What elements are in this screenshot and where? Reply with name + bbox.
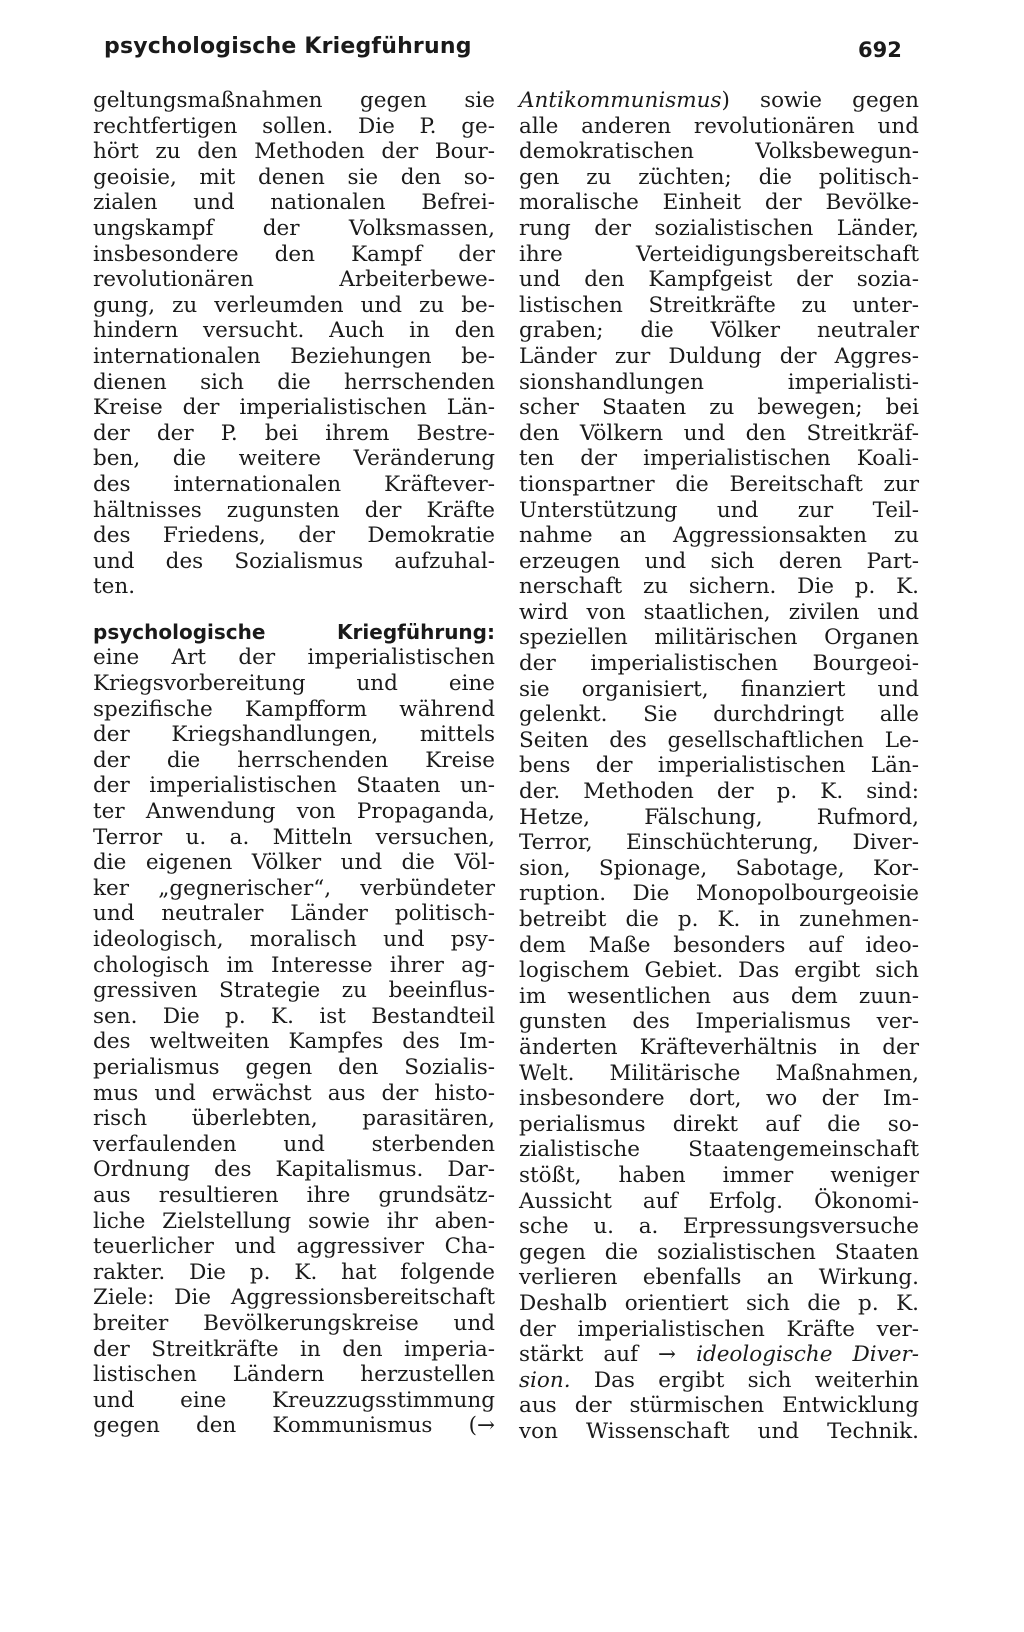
text-line: eine Art der imperialistischen	[93, 645, 495, 671]
running-head: psychologische Kriegführung	[104, 34, 472, 59]
text-line: Welt. Militärische Maßnahmen,	[519, 1060, 919, 1086]
text-line: der imperialistischen Staaten un-	[93, 773, 495, 799]
text-line	[519, 1368, 919, 1394]
text-line: dienen sich die herrschenden	[93, 369, 495, 395]
text-line: gung, zu verleumden und zu be-	[93, 292, 495, 318]
text-line: Hetze, Fälschung, Rufmord,	[519, 804, 919, 830]
text-line: Ordnung des Kapitalismus. Dar-	[93, 1157, 495, 1183]
text-line: spezifische Kampfform während	[93, 696, 495, 722]
text-line: revolutionären Arbeiterbewe-	[93, 267, 495, 293]
text-line	[519, 88, 919, 114]
text-line: ter Anwendung von Propaganda,	[93, 799, 495, 825]
text-line	[519, 1342, 919, 1368]
text-line: perialismus gegen den Sozialis-	[93, 1054, 495, 1080]
text-line: und des Sozialismus aufzuhal-	[93, 548, 495, 574]
text-line: wird von staatlichen, zivilen und	[519, 599, 919, 625]
text-line: ihre Verteidigungsbereitschaft	[519, 241, 919, 267]
text-line: ten.	[93, 574, 136, 600]
text-line: breiter Bevölkerungskreise und	[93, 1310, 495, 1336]
text-fragment: stärkt auf →	[519, 1342, 697, 1368]
text-line: teuerlicher und aggressiver Cha-	[93, 1234, 495, 1260]
text-line: hindern versucht. Auch in den	[93, 318, 495, 344]
text-line: der imperialistischen Kräfte ver-	[519, 1316, 919, 1342]
text-line: gen zu züchten; die politisch-	[519, 164, 919, 190]
text-line: geltungsmaßnahmen gegen sie	[93, 88, 495, 113]
text-line: der Kriegshandlungen, mittels	[93, 722, 495, 748]
text-line: betreibt die p. K. in zunehmen-	[519, 907, 919, 932]
text-line: zialistische Staatengemeinschaft	[519, 1137, 919, 1163]
text-line: Deshalb orientiert sich die p. K.	[519, 1290, 919, 1316]
text-line: internationalen Beziehungen be-	[93, 343, 495, 369]
text-line: perialismus direkt auf die so-	[519, 1111, 919, 1137]
text-line: dem Maße besonders auf ideo-	[519, 932, 919, 958]
text-line: zialen und nationalen Befrei-	[93, 190, 495, 216]
text-line: ker „gegnerischer“, verbündeter	[93, 875, 495, 901]
text-line: der imperialistischen Bourgeoi-	[519, 651, 919, 677]
text-line: chologisch im Interesse ihrer ag-	[93, 952, 495, 978]
text-fragment: Das ergibt sich weiterhin	[570, 1367, 919, 1393]
text-line: der die herrschenden Kreise	[93, 747, 495, 773]
paragraph-gap	[93, 600, 495, 620]
text-line: von Wissenschaft und Technik.	[519, 1418, 919, 1444]
cross-reference: Antikommunismus	[519, 88, 722, 113]
text-line: rung der sozialistischen Länder,	[519, 215, 919, 241]
text-line: erzeugen und sich deren Part-	[519, 548, 919, 574]
text-line: Terror, Einschüchterung, Diver-	[519, 830, 919, 856]
text-line: änderten Kräfteverhältnis in der	[519, 1034, 919, 1060]
text-line: und eine Kreuzzugsstimmung	[93, 1387, 495, 1413]
text-line: gunsten des Imperialismus ver-	[519, 1009, 919, 1035]
text-line: hältnisses zugunsten der Kräfte	[93, 497, 495, 523]
text-line: speziellen militärischen Organen	[519, 625, 919, 651]
text-line: nahme an Aggressionsakten zu	[519, 523, 919, 549]
text-line: und den Kampfgeist der sozia-	[519, 267, 919, 293]
text-line: rakter. Die p. K. hat folgende	[93, 1259, 495, 1285]
text-line: Unterstützung und zur Teil-	[519, 497, 919, 523]
text-line: insbesondere dort, wo der Im-	[519, 1086, 919, 1112]
text-line: listischen Ländern herzustellen	[93, 1362, 495, 1388]
text-line: rechtfertigen sollen. Die P. ge-	[93, 113, 495, 139]
text-line: sen. Die p. K. ist Bestandteil	[93, 1003, 495, 1029]
right-column	[519, 88, 919, 1444]
left-column	[93, 88, 495, 1439]
text-line: und neutraler Länder politisch-	[93, 901, 495, 927]
text-line: gressiven Strategie zu beeinflus-	[93, 978, 495, 1004]
text-line: verfaulenden und sterbenden	[93, 1131, 495, 1157]
text-line: ungskampf der Volksmassen,	[93, 215, 495, 241]
text-line: risch überlebten, parasitären,	[93, 1106, 495, 1132]
text-line: die eigenen Völker und die Völ-	[93, 850, 495, 876]
text-line: nerschaft zu sichern. Die p. K.	[519, 574, 919, 600]
text-line: im wesentlichen aus dem zuun-	[519, 983, 919, 1009]
text-line: aus resultieren ihre grundsätz-	[93, 1182, 495, 1208]
text-line: stößt, haben immer weniger	[519, 1162, 919, 1188]
text-line: sion, Spionage, Sabotage, Kor-	[519, 855, 919, 881]
text-line: gegen die sozialistischen Staaten	[519, 1239, 919, 1265]
text-line: mus und erwächst aus der histo-	[93, 1080, 495, 1106]
text-line: tionspartner die Bereitschaft zur	[519, 471, 919, 497]
text-line: sionshandlungen imperialisti-	[519, 369, 919, 395]
text-line: moralische Einheit der Bevölke-	[519, 190, 919, 216]
cross-reference: ideologische Diver-	[696, 1342, 919, 1368]
text-line: der der P. bei ihrem Bestre-	[93, 420, 495, 446]
text-line: Ziele: Die Aggressionsbereitschaft	[93, 1285, 495, 1311]
text-line: hört zu den Methoden der Bour-	[93, 139, 495, 165]
text-line: gegen den Kommunismus (→	[93, 1413, 495, 1439]
text-line: ruption. Die Monopolbourgeoisie	[519, 881, 919, 907]
text-line: Seiten des gesellschaftlichen Le-	[519, 727, 919, 753]
text-line: Kriegsvorbereitung und eine	[93, 671, 495, 697]
entry-headword: psychologische Kriegführung:	[93, 619, 495, 644]
text-line: scher Staaten zu bewegen; bei	[519, 395, 919, 421]
text-line: gelenkt. Sie durchdringt alle	[519, 702, 919, 728]
text-line: verlieren ebenfalls an Wirkung.	[519, 1265, 919, 1291]
text-line: geoisie, mit denen sie den so-	[93, 164, 495, 190]
text-line: ideologisch, moralisch und psy-	[93, 927, 495, 952]
text-line: liche Zielstellung sowie ihr aben-	[93, 1208, 495, 1234]
text-line: des Friedens, der Demokratie	[93, 523, 495, 549]
text-line: Kreise der imperialistischen Län-	[93, 395, 495, 421]
text-line: Länder zur Duldung der Aggres-	[519, 343, 919, 369]
text-line: der. Methoden der p. K. sind:	[519, 779, 919, 805]
text-line: Aussicht auf Erfolg. Ökonomi-	[519, 1188, 919, 1214]
text-line: insbesondere den Kampf der	[93, 241, 495, 267]
text-line: listischen Streitkräfte zu unter-	[519, 292, 919, 318]
text-line: Terror u. a. Mitteln versuchen,	[93, 824, 495, 850]
text-line: alle anderen revolutionären und	[519, 113, 919, 139]
text-line: des weltweiten Kampfes des Im-	[93, 1029, 495, 1055]
text-line: aus der stürmischen Entwicklung	[519, 1393, 919, 1419]
text-line: demokratischen Volksbewegun-	[519, 139, 919, 165]
text-fragment: ) sowie gegen	[721, 88, 919, 113]
text-line: graben; die Völker neutraler	[519, 318, 919, 344]
text-line: ten der imperialistischen Koali-	[519, 446, 919, 472]
text-line: bens der imperialistischen Län-	[519, 753, 919, 779]
text-line: den Völkern und den Streitkräf-	[519, 420, 919, 446]
text-line: sche u. a. Erpressungsversuche	[519, 1214, 919, 1240]
text-line: ben, die weitere Veränderung	[93, 446, 495, 472]
text-line: sie organisiert, finanziert und	[519, 676, 919, 702]
text-line: logischem Gebiet. Das ergibt sich	[519, 958, 919, 984]
text-line: des internationalen Kräftever-	[93, 471, 495, 497]
cross-reference: sion.	[519, 1367, 571, 1393]
page-number: 692	[858, 38, 902, 62]
text-line: der Streitkräfte in den imperia-	[93, 1336, 495, 1362]
